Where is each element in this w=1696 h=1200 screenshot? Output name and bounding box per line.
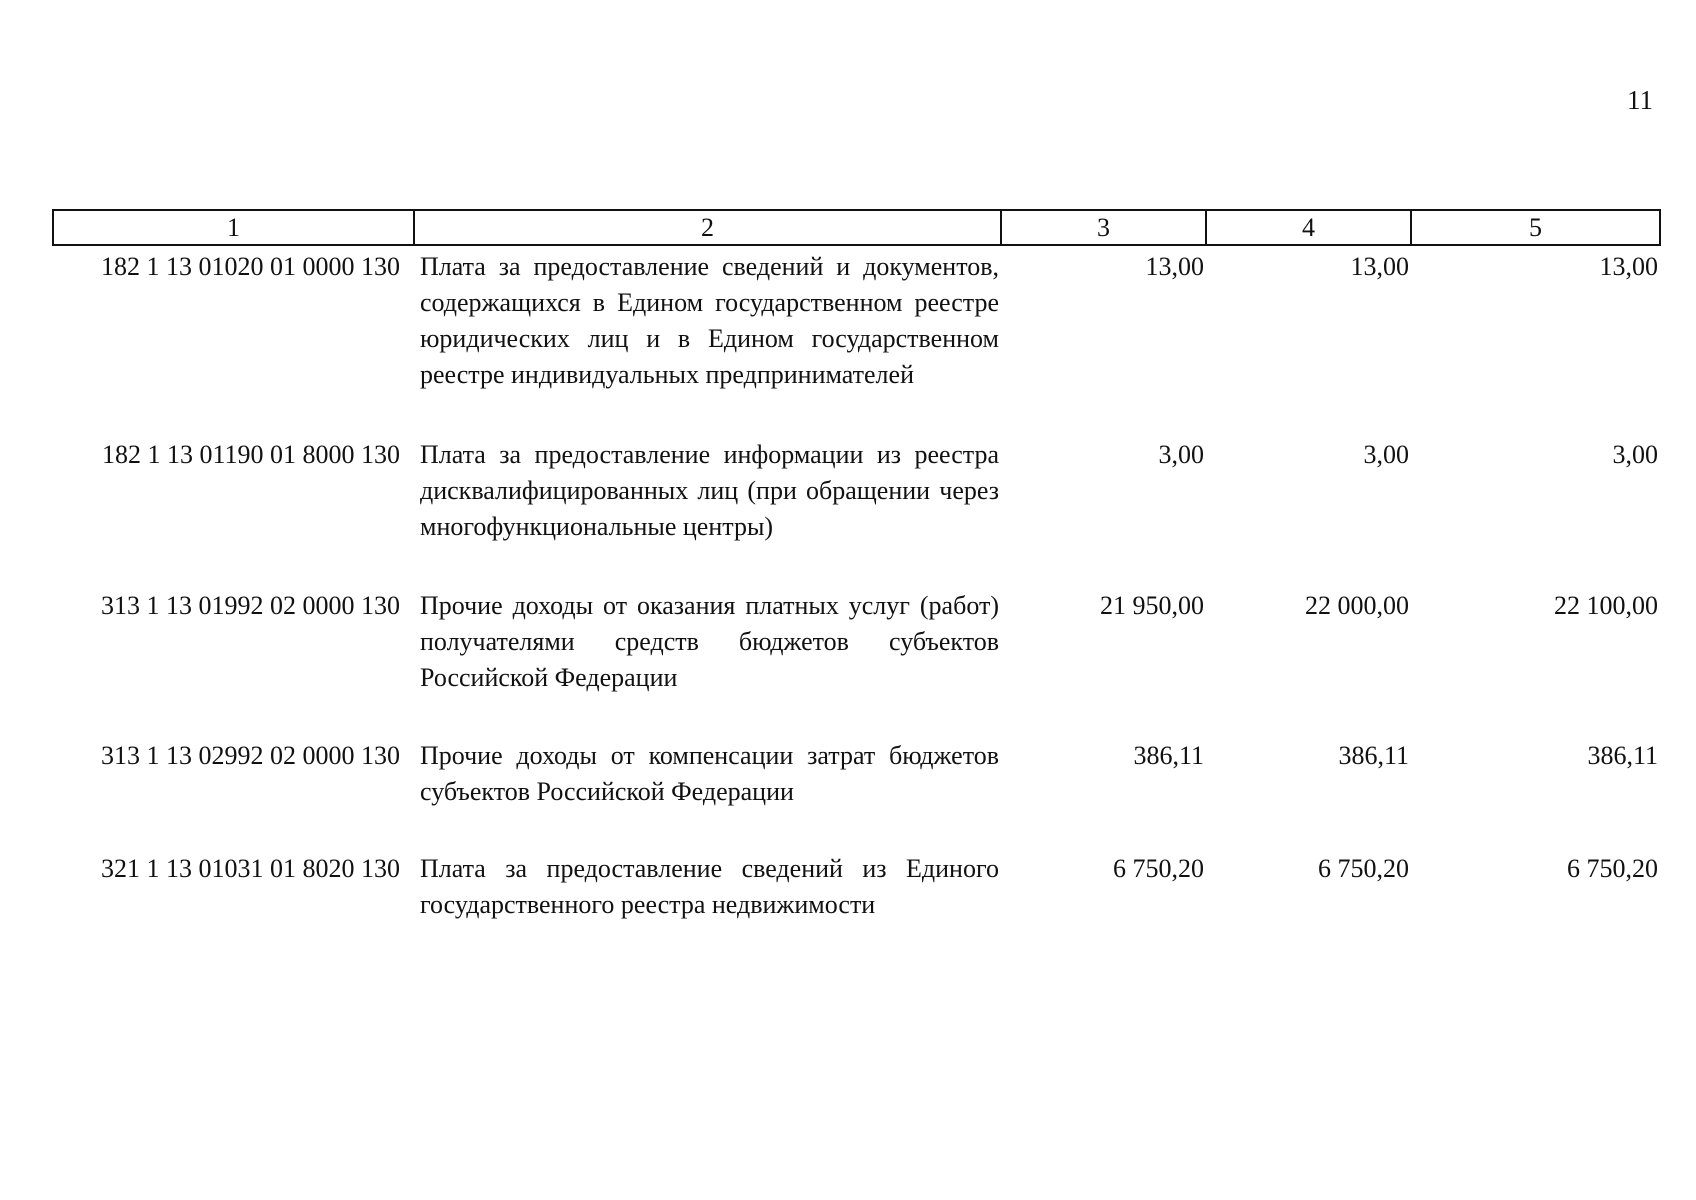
budget-code-cell: 313 1 13 01992 02 0000 130: [101, 591, 400, 620]
column-header-1: 1: [53, 210, 414, 245]
revenue-name-cell: Прочие доходы от оказания платных услуг (работ) получателями средств бюджетов субъектов Российской Федерации: [420, 591, 999, 692]
page-number: 11: [1627, 85, 1653, 115]
budget-code-cell: 313 1 13 02992 02 0000 130: [101, 741, 400, 770]
budget-code-cell: 182 1 13 01190 01 8000 130: [101, 440, 400, 469]
amount-col5-cell: 3,00: [1612, 440, 1658, 469]
amount-col5-cell: 386,11: [1587, 741, 1658, 770]
amount-col4-cell: 3,00: [1363, 440, 1409, 469]
amount-col3-cell: 3,00: [1158, 440, 1204, 469]
table-row: [53, 735, 1660, 848]
revenue-name-cell: Прочие доходы от компенсации затрат бюджетов субъектов Российской Федерации: [420, 741, 999, 806]
amount-col5-cell: 13,00: [1599, 252, 1658, 281]
revenue-name-cell: Плата за предоставление сведений из Единого государственного реестра недвижимости: [420, 854, 999, 919]
amount-col4-cell: 13,00: [1350, 252, 1409, 281]
column-number-header-row: [53, 210, 1660, 245]
table-row: [53, 434, 1660, 585]
table-row: [53, 585, 1660, 735]
budget-revenue-table: [52, 209, 1661, 931]
amount-col5-cell: 22 100,00: [1554, 591, 1658, 620]
column-header-3: 3: [1001, 210, 1206, 245]
column-header-2: 2: [414, 210, 1001, 245]
amount-col4-cell: 22 000,00: [1305, 591, 1409, 620]
amount-col3-cell: 6 750,20: [1113, 854, 1204, 883]
amount-col3-cell: 13,00: [1145, 252, 1204, 281]
amount-col4-cell: 6 750,20: [1318, 854, 1409, 883]
revenue-name-cell: Плата за предоставление информации из реестра дисквалифицированных лиц (при обращении через многофункциональные центры): [420, 440, 999, 541]
amount-col3-cell: 21 950,00: [1100, 591, 1204, 620]
budget-code-cell: 182 1 13 01020 01 0000 130: [101, 252, 400, 281]
table-row: [53, 848, 1660, 931]
budget-code-cell: 321 1 13 01031 01 8020 130: [101, 854, 400, 883]
revenue-name-cell: Плата за предоставление сведений и документов, содержащихся в Едином государственном реестре юридических лиц и в Едином государственном реестре индивидуальных предпринимателей: [420, 252, 999, 389]
amount-col3-cell: 386,11: [1133, 741, 1204, 770]
column-header-4: 4: [1206, 210, 1411, 245]
amount-col5-cell: 6 750,20: [1567, 854, 1658, 883]
table-row: [53, 245, 1660, 434]
amount-col4-cell: 386,11: [1338, 741, 1409, 770]
column-header-5: 5: [1411, 210, 1660, 245]
